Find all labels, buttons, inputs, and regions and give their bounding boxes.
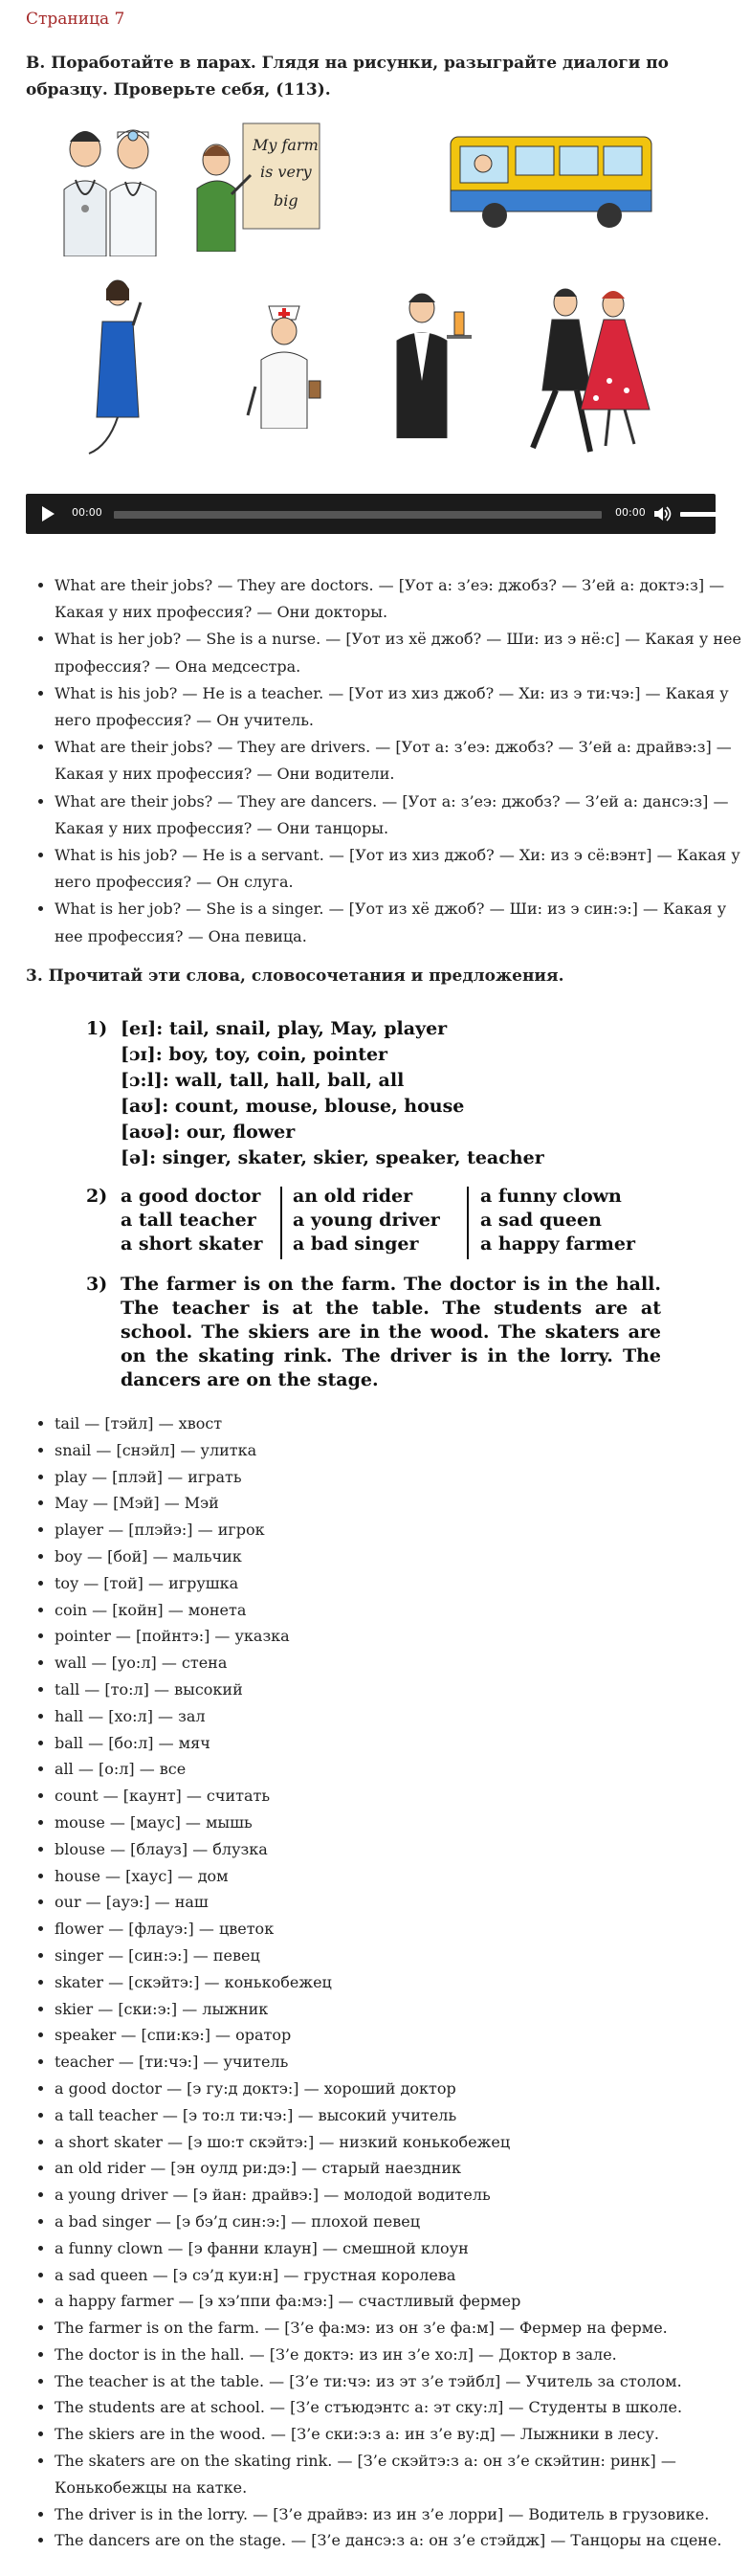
section-number: 1) <box>86 1018 108 1039</box>
audio-progress-bar[interactable] <box>114 511 602 519</box>
list-item: • hall — [хо:л] — зал <box>55 1703 743 1730</box>
phrase: an old rider <box>293 1186 413 1207</box>
svg-text:My farm: My farm <box>253 136 319 154</box>
list-item: • ball — [бо:л] — мяч <box>55 1730 743 1757</box>
task-b-heading: B. Поработайте в парах. Глядя на рисунки, разыгрaйте диалоги по образцу. Проверьте себя, (113). <box>26 54 670 100</box>
list-item: • house — [хаус] — дом <box>55 1863 743 1890</box>
task-3-heading: 3. Прочитай эти слова, словосочетания и предложения. <box>26 966 564 986</box>
list-item: • toy — [той] — игрушка <box>55 1570 743 1597</box>
list-item: • skier — [ски:э:] — лыжник <box>55 1996 743 2023</box>
sound-row: [aʊə]: our, flower <box>121 1121 296 1143</box>
list-item: • count — [каунт] — считать <box>55 1783 743 1810</box>
sound-row: [aʊ]: count, mouse, blouse, house <box>121 1096 465 1117</box>
dialog-list <box>26 572 743 950</box>
list-item: • boy — [бой] — мальчик <box>55 1543 743 1570</box>
page-title-link[interactable]: Страница 7 <box>26 10 125 29</box>
sound-row: [ɔɪ]: boy, toy, coin, pointer <box>121 1044 388 1065</box>
phrase: a happy farmer <box>480 1233 635 1255</box>
list-item: • blouse — [блауз] — блузка <box>55 1836 743 1863</box>
phrase: a good doctor <box>121 1186 261 1207</box>
list-item: • The driver is in the lorry. — [З’е драйвэ: из ин з’е лорри] — Водитель в грузовике. <box>55 2501 743 2528</box>
job-pictures <box>26 113 716 496</box>
phrase: a short skater <box>121 1233 263 1255</box>
list-item: • pointer — [пойнтэ:] — указка <box>55 1623 743 1650</box>
sound-row: [ə]: singer, skater, skier, speaker, teacher <box>121 1147 544 1168</box>
phrase: a sad queen <box>480 1210 602 1231</box>
list-item: • a short skater — [э шо:т скэйтэ:] — низкий конькобежец <box>55 2129 743 2156</box>
volume-icon[interactable] <box>652 504 672 523</box>
list-item: • The doctor is in the hall. — [З’е доктэ: из ин з’е хо:л] — Доктор в зале. <box>55 2342 743 2368</box>
phrase: a tall teacher <box>121 1210 256 1231</box>
section-number: 3) <box>86 1274 108 1295</box>
list-item: • snail — [снэйл] — улитка <box>55 1437 743 1464</box>
list-item: • tail — [тэйл] — хвост <box>55 1410 743 1437</box>
phrase: a funny clown <box>480 1186 622 1207</box>
list-item: • The teacher is at the table. — [З’е ти:чэ: из эт з’е тэйбл] — Учитель за столом. <box>55 2368 743 2395</box>
list-item: • a funny clown — [э фанни клаун] — смешной клоун <box>55 2235 743 2262</box>
bus-drivers-illustration <box>447 127 657 233</box>
list-item: • teacher — [ти:чэ:] — учитель <box>55 2049 743 2076</box>
list-item: • mouse — [маус] — мышь <box>55 1810 743 1836</box>
list-item: • a young driver — [э йан: драйвэ:] — молодой водитель <box>55 2182 743 2209</box>
section-number: 2) <box>86 1186 108 1207</box>
list-item: • singer — [син:э:] — певец <box>55 1943 743 1969</box>
list-item: • What is her job? — She is a nurse. — [Уот из хё джоб? — Ши: из э нё:с] — Какая у нее профессия? — Она медсестра. <box>55 626 743 679</box>
play-icon[interactable] <box>42 506 55 522</box>
list-item: • flower — [флауэ:] — цветок <box>55 1916 743 1943</box>
list-item: • tall — [то:л] — высокий <box>55 1677 743 1703</box>
servant-illustration <box>380 285 475 438</box>
list-item: • What is his job? — He is a teacher. — [Уот из хиз джоб? — Хи: из э ти:чэ:] — Какая у него профессия? — Он учитель. <box>55 680 743 734</box>
phrase-column <box>293 1185 440 1256</box>
list-item: • player — [плэйэ:] — игрок <box>55 1517 743 1543</box>
list-item: • The skiers are in the wood. — [З’е ски:э:з а: ин з’е ву:д] — Лыжники в лесу. <box>55 2421 743 2448</box>
phrase-column <box>121 1185 263 1256</box>
svg-text:big: big <box>274 191 298 210</box>
teacher-illustration <box>193 118 327 252</box>
list-item: • all — [о:л] — все <box>55 1756 743 1783</box>
list-item: • wall — [уо:л] — стена <box>55 1650 743 1677</box>
list-item: • play — [плэй] — играть <box>55 1464 743 1491</box>
list-item: • coin — [койн] — монета <box>55 1597 743 1624</box>
column-divider <box>280 1187 282 1259</box>
audio-current-time: 00:00 <box>72 506 102 519</box>
list-item: • a bad singer — [э бэ’д син:э:] — плохой певец <box>55 2209 743 2235</box>
doctors-illustration <box>45 113 169 256</box>
list-item: • a happy farmer — [э хэ’ппи фа:мэ:] — счастливый фермер <box>55 2288 743 2315</box>
phrase: a bad singer <box>293 1233 419 1255</box>
list-item: • The skaters are on the skating rink. — [З’е скэйтэ:з а: он з’е скэйтин: ринк] — Конькобежцы на катке. <box>55 2448 743 2501</box>
phrase: a young driver <box>293 1210 440 1231</box>
list-item: • What is her job? — She is a singer. — [Уот из хё джоб? — Ши: из э син:э:] — Какая у нее профессия? — Она певица. <box>55 896 743 949</box>
volume-slider[interactable] <box>680 512 728 517</box>
list-item: • What are their jobs? — They are drivers. — [Уот а: з’еэ: джобз? — З’ей а: драйвэ:з] — Какая у них профессия? — Они водители. <box>55 734 743 788</box>
audio-player[interactable] <box>26 494 716 534</box>
word-list <box>26 1410 743 2554</box>
column-divider <box>467 1187 469 1259</box>
list-item: • The dancers are on the stage. — [З’е дансэ:з а: он з’е стэйдж] — Танцоры на сцене. <box>55 2527 743 2554</box>
list-item: • an old rider — [эн оулд ри:дэ:] — старый наездник <box>55 2155 743 2182</box>
sound-row: [eɪ]: tail, snail, play, May, player <box>121 1018 448 1039</box>
list-item: • The farmer is on the farm. — [З’е фа:мэ: из он з’е фа:м] — Фермер на ферме. <box>55 2315 743 2342</box>
list-item: • May — [Мэй] — Мэй <box>55 1490 743 1517</box>
singer-illustration <box>83 274 160 455</box>
dancers-illustration <box>514 276 657 457</box>
list-item: • a tall teacher — [э то:л ти:чэ:] — высокий учитель <box>55 2102 743 2129</box>
phrase-column <box>480 1185 635 1256</box>
list-item: • a good doctor — [э гу:д доктэ:] — хороший доктор <box>55 2076 743 2102</box>
audio-duration: 00:00 <box>615 506 646 519</box>
list-item: • skater — [скэйтэ:] — конькобежец <box>55 1969 743 1996</box>
list-item: • What are their jobs? — They are doctors. — [Уот а: з’еэ: джобз? — З’ей а: доктэ:з] — Какая у них профессия? — Они доктоpы. <box>55 572 743 626</box>
svg-text:is very: is very <box>260 163 312 181</box>
list-item: • What is his job? — He is a servant. — [Уот из хиз джоб? — Хи: из э сё:вэнт] — Какая у него профессия? — Он слуга. <box>55 842 743 896</box>
nurse-illustration <box>236 295 332 429</box>
list-item: • The students are at school. — [З’е стъюдэнтс а: эт ску:л] — Студенты в школе. <box>55 2394 743 2421</box>
list-item: • a sad queen — [э сэ’д куи:н] — грустная королева <box>55 2262 743 2289</box>
list-item: • What are their jobs? — They are dancers. — [Уот а: з’еэ: джобз? — З’ей а: дансэ:з] — Какая у них профессия? — Они танцоры. <box>55 788 743 842</box>
sentences-paragraph: The farmer is on the farm. The doctor is in the hall. The teacher is at the table. The students are at school. The skiers are in the wood. The skaters are on the skating rink. The driver is in the lorry. The dancers are on the stage. <box>121 1274 661 1390</box>
sound-row: [ɔ:l]: wall, tall, hall, ball, all <box>121 1070 405 1091</box>
list-item: • speaker — [спи:кэ:] — оратор <box>55 2022 743 2049</box>
list-item: • our — [ауэ:] — наш <box>55 1889 743 1916</box>
